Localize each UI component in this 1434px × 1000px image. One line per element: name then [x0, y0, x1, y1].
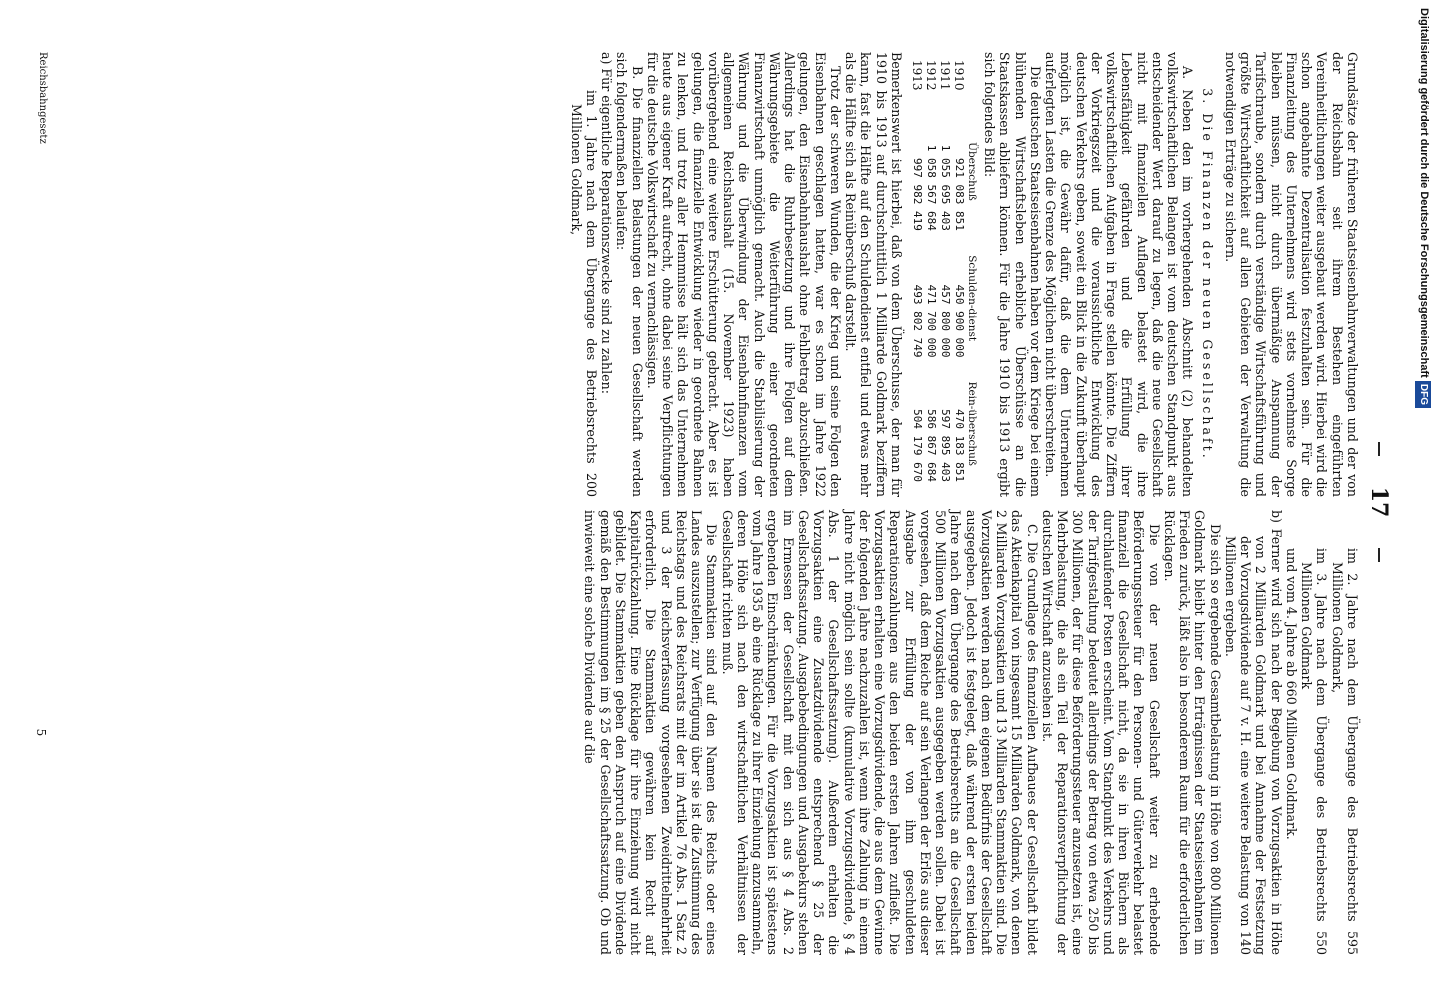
table-cell: 997 982 419 [911, 158, 924, 231]
paragraph: C. Die Grundlage des finanziellen Aufbaues der Gesellschaft bildet das Aktienkapital von insgesamt 15 Milliarden Goldmark, von denen 2 Milliarden Vorzugsaktien und 13 Milliarden Stammaktien sind. Die Vorzugsaktien werden nach dem eigenen Bedürfnis der Gesellschaft ausgegeben. Jedoch ist festgelegt, daß während der ersten beiden Jahre nach dem Übergange des Betriebsrechts an die Gesellschaft 500 Millionen Vorzugsaktien ausgegeben werden sollen. Dabei ist vorgesehen, daß dem Reiche auf sein Verlangen der Erlös aus dieser Ausgabe zur Erfüllung der von ihm geschuldeten Reparationszahlungen aus den beiden ersten Jahren zufließt. Die Vorzugsaktien erhalten eine Vorzugsdividende, die aus dem Gewinne der folgenden Jahre nachzuzahlen ist, wenn ihre Zahlung in einem Jahre nicht möglich sein sollte (kumulative Vorzugsdividende, § 4 Abs. 1 der Gesellschaftssatzung). Außerdem erhalten die Vorzugsaktien eine Zusatzdividende entsprechend § 25 der Gesellschaftssatzung. Ausgabebedingungen und Ausgabekurs stehen im Ermessen der Gesellschaft mit den sich aus § 4 Abs. 2 ergebenden Einschränkungen. Für die Vorzugsaktien ist spätestens vom Jahre 1935 ab eine Rücklage zu ihrer Einziehung anzusammeln, deren Höhe sich nach den wirtschaftlichen Verhältnissen der Gesellschaft richten muß. [719, 510, 1040, 955]
finance-table [910, 56, 978, 486]
paragraph: Grundsätze der früheren Staatseisenbahnverwaltungen und der von der Reichsbahn seit ihrem Bestehen eingeführten Vereinheitlichungen weiter ausgebaut werden wird. Hierbei wird die schon angebahnte Dezentralisation festzuhalten sein. Für die Finanzleitung des Unternehmens wird stets vornehmste Sorge bleiben müssen, nicht durch übermäßige Anspannung der Tarifschraube, sondern durch verständige Wirtschaftsführung und größte Wirtschaftlichkeit auf allen Gebieten der Verwaltung die notwendigen Erträge zu sichern. [1223, 52, 1360, 497]
table-row [910, 56, 924, 486]
table-cell: 921 083 851 [953, 158, 966, 231]
table-cell: 471 700 000 [925, 284, 938, 358]
table-cell: 450 900 000 [953, 284, 966, 358]
list-subitem: im 3. Jahre nach dem Übergange des Betriebsrechts 550 Millionen Goldmark [1299, 548, 1330, 955]
table-cell: 1912 [924, 60, 938, 91]
table-header: Rein-überschuß [966, 381, 978, 466]
table-header-row [966, 56, 978, 486]
paragraph: Die deutschen Staatseisenbahnen haben vor dem Kriege bei einem blühenden Wirtschaftsleben erhebliche Überschüsse an die Staatskassen abliefern können. Für die Jahre 1910 bis 1913 ergibt sich folgendes Bild: [982, 52, 1043, 497]
table-header: Schulden-dienst [966, 255, 978, 342]
table-cell: 1 055 695 403 [939, 144, 952, 231]
table-row [924, 56, 938, 486]
paragraph: Trotz der schweren Wunden, die der Krieg und seine Folgen den Eisenbahnen geschlagen hatten, war es schon im Jahre 1922 gelungen, den Eisenbahnhaushalt ohne Fehlbetrag abzuschließen. Allerdings hat die Ruhrbesetzung und ihre Folgen auf dem Währungsgebiete die Weiterführung einer geordneten Finanzwirtschaft unmöglich gemacht. Auch die Stabilisierung der Währung und die Überwindung der Eisenbahnfinanzen vom allgemeinen Reichshaushalt (15. November 1923) haben vorübergehend eine weitere Erschütterung gebracht. Aber es ist gelungen, die finanzielle Entwicklung wieder in geordnete Bahnen zu lenken, und trotz aller Hemmnisse hält sich das Unternehmen heute aus eigener Kraft aufrecht, ohne dabei seine Verpflichtungen für die deutsche Volkswirtschaft zu vernachlässigen. [645, 52, 843, 497]
document-page [0, 52, 1398, 955]
list-subitem: im 2. Jahre nach dem Übergange des Betriebsrechts 595 Millionen Goldmark, [1329, 548, 1360, 955]
table-cell: 1913 [910, 60, 924, 91]
digitization-stripe [1416, 8, 1432, 808]
table-header: Überschuß [966, 142, 978, 201]
table-cell: 1 058 567 684 [925, 144, 938, 231]
list-item: b) Ferner wird sich nach der Begebung von Vorzugsaktien in Höhe von 2 Milliarden Goldmark und bei Annahme der Festsetzung der Vorzugsdividende auf 7 v. H. eine weitere Belastung von 140 Millionen ergeben. [1223, 510, 1284, 955]
table-cell: 470 183 851 [953, 409, 966, 482]
dfg-stripe-text: Digitalisierung gefördert durch die Deutsche Forschungsgemeinschaft [1418, 8, 1430, 378]
list-subitem: und vom 4. Jahre ab 660 Millionen Goldmark. [1284, 548, 1299, 840]
paragraph: A. Neben den im vorhergehenden Abschnitt (2) behandelten volkswirtschaftlichen Belangen ist vom deutschen Standpunkt aus entscheidender Wert darauf zu legen, daß die neue Gesellschaft nicht mit finanziellen Auflagen belastet wird, die ihre Lebensfähigkeit gefährden und die Erfüllung ihrer volkswirtschaftlichen Aufgaben in Frage stellen könnte. Die Ziffern der Vorkriegszeit und die voraussichtliche Entwicklung des deutschen Verkehrs geben, soweit ein Blick in die Zukunft überhaupt möglich ist, die Gewähr dafür, daß die dem Unternehmen auferlegten Lasten die Grenze des Möglichen nicht überschreiten. [1043, 52, 1196, 497]
paragraph: Die von der neuen Gesellschaft weiter zu erhebende Beförderungssteuer für den Personen- und Güterverkehr belastet finanziell die Gesellschaft nicht, da sie in ihren Büchern als durchlaufender Posten erscheint. Vom Standpunkt des Verkehrs und der Tarifgestaltung bedeutet allerdings der Betrag von etwa 250 bis 300 Millionen, der für diese Beförderungssteuer anzusetzen ist, eine Mehrbelastung, die als ein Teil der Reparationsverpflichtung der deutschen Wirtschaft anzusehen ist. [1040, 510, 1162, 955]
table-cell: 1910 [952, 60, 966, 91]
table-cell: 504 179 670 [911, 409, 924, 482]
paragraph: Die Stammaktien sind auf den Namen des Reichs oder eines Landes auszustellen; zur Verfügung über sie ist die Zustimmung des Reichstags und des Reichsrats mit der im Artikel 76 Abs. 1 Satz 2 und 3 der Reichsverfassung vorgesehenen Zweidrittelmehrheit erforderlich. Die Stammaktien gewähren kein Recht auf Kapitalrückzahlung. Eine Rücklage für ihre Einziehung wird nicht gebildet. Die Stammaktien geben den Anspruch auf eine Dividende gemäß den Bestimmungen im § 25 der Gesellschaftssatzung. Ob und inwieweit eine solche Dividende auf die [582, 510, 720, 955]
page-number: 17 [1366, 486, 1392, 518]
table-row [938, 56, 952, 486]
header-dash-right [1378, 548, 1380, 562]
table-cell: 586 867 684 [925, 409, 938, 482]
table-cell: 457 800 000 [939, 284, 952, 358]
left-column [569, 52, 1361, 497]
table-cell: 597 895 403 [939, 409, 952, 482]
table-header [966, 56, 978, 108]
dfg-logo: DFG [1415, 381, 1431, 408]
right-column [582, 510, 1360, 955]
list-subitem: im 1. Jahre nach dem Übergange des Betriebsrechts 200 Millionen Goldmark, [568, 90, 599, 497]
list-item: a) Für eigentliche Reparationszwecke sind zu zahlen: [599, 52, 615, 394]
table-cell: 1911 [938, 60, 952, 91]
section-heading: 3. Die Finanzen der neuen Gesellschaft. [1199, 88, 1215, 461]
table-cell: 493 802 749 [911, 284, 924, 358]
paragraph: B. Die finanziellen Belastungen der neuen Gesellschaft werden sich folgendermaßen belaufen: [614, 52, 645, 497]
table-row [952, 56, 966, 486]
footer-signature: Reichsbahngesetz [37, 52, 48, 144]
paragraph: Die sich so ergebende Gesamtbelastung in Höhe von 800 Millionen Goldmark bleibt hinter den Erträgnissen der Staatseisenbahnen im Frieden zurück, läßt also in besonderem Raum für die erforderlichen Rücklagen. [1162, 510, 1223, 955]
footer-page-number: 5 [34, 728, 48, 737]
paragraph: Bemerkenswert ist hierbei, daß von dem Überschusse, der man für 1910 bis 1913 auf durchschnittlich 1 Milliarde Goldmark beziffern kann, fast die Hälfte auf den Schuldendienst entfiel und etwas mehr als die Hälfte sich als Reinüberschuß darstellt. [843, 52, 904, 497]
